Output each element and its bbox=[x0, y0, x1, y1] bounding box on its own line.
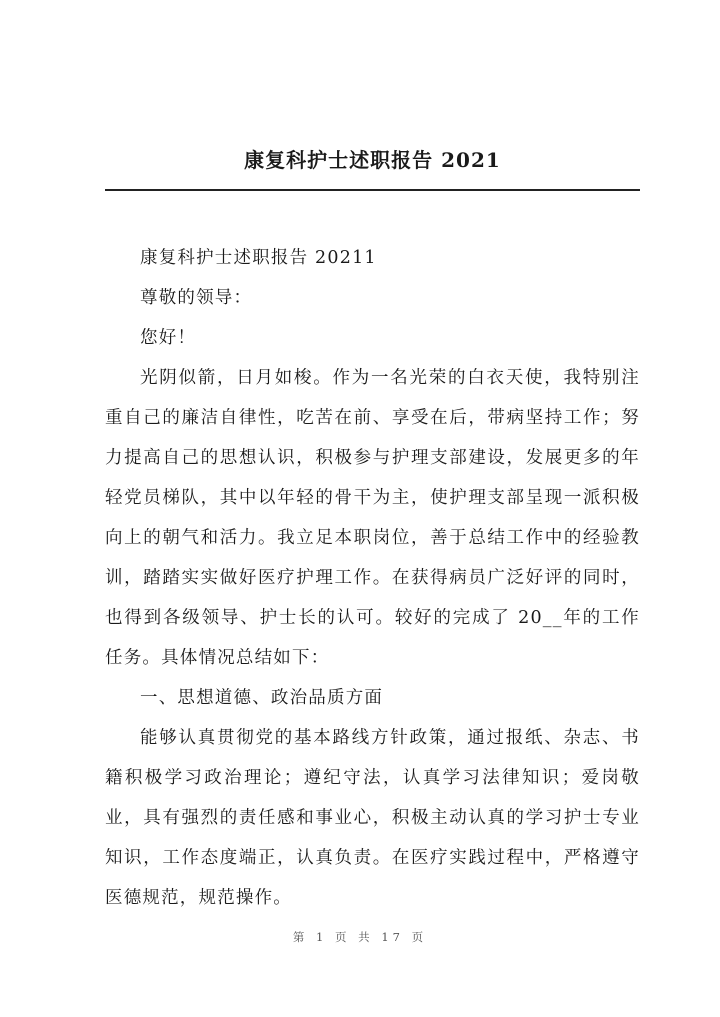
title-divider bbox=[105, 189, 640, 191]
intro-paragraph: 光阴似箭，日月如梭。作为一名光荣的白衣天使，我特别注重自己的廉洁自律性，吃苦在前、享受在后，带病坚持工作；努力提高自己的思想认识，积极参与护理支部建设，发展更多的年轻党员梯队，其中以年轻的骨干为主，使护理支部呈现一派积极向上的朝气和活力。我立足本职岗位，善于总结工作中的经验教训，踏踏实实做好医疗护理工作。在获得病员广泛好评的同时，也得到各级领导、护士长的认可。较好的完成了 20__年的工作任务。具体情况总结如下： bbox=[105, 368, 640, 668]
salutation: 尊敬的领导： bbox=[140, 288, 253, 308]
document-body bbox=[105, 238, 640, 918]
page-number-footer: 第 1 页 共 17 页 bbox=[292, 930, 428, 944]
section-paragraph: 能够认真贯彻党的基本路线方针政策，通过报纸、杂志、书籍积极学习政治理论；遵纪守法，认真学习法律知识；爱岗敬业，具有强烈的责任感和事业心，积极主动认真的学习护士专业知识，工作态度端正，认真负责。在医疗实践过程中，严格遵守医德规范，规范操作。 bbox=[105, 728, 640, 908]
greeting: 您好！ bbox=[140, 328, 197, 348]
report-heading-line: 康复科护士述职报告 20211 bbox=[140, 248, 377, 268]
document-title: 康复科护士述职报告 2021 bbox=[244, 148, 501, 172]
section-heading: 一、思想道德、政治品质方面 bbox=[140, 688, 384, 708]
